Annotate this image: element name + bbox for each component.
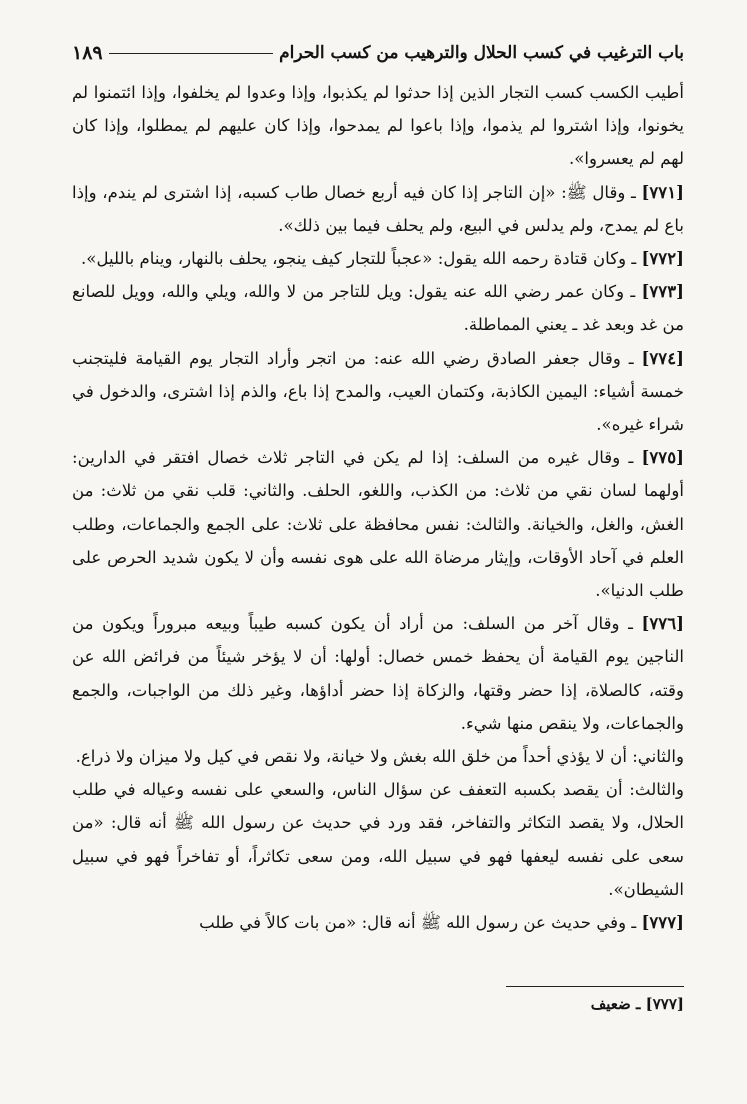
- entry-number: [٧٧٢]: [641, 248, 684, 269]
- paragraph-third-trait: والثالث: أن يقصد بكسبه التعفف عن سؤال الناس، والسعي على نفسه وعياله في طلب الحلال، ولا يقصد التكاثر والتفاخر، فقد ورد في حديث عن رسول الله ﷺ أنه قال: «من سعى على نفسه ليعفها فهو في سبيل الله، ومن سعى تكاثراً، أو تفاخراً فهو في سبيل الشيطان».: [72, 780, 684, 899]
- footnotes: [72, 986, 684, 1013]
- book-page: [72, 36, 684, 1076]
- footnote-777: [٧٧٧] ـ ضعيف: [590, 995, 684, 1013]
- paragraph-774: [٧٧٤] ـ وقال جعفر الصادق رضي الله عنه: من اتجر وأراد التجار يوم القيامة فليتجنب خمسة أشياء: اليمين الكاذبة، وكتمان العيب، والمدح إذا باع، والذم إذا اشترى، والدخول في شراء غيره».: [72, 347, 684, 435]
- running-header: [72, 36, 684, 70]
- paragraph-777: [٧٧٧] ـ وفي حديث عن رسول الله ﷺ أنه قال: «من بات كالاً في طلب: [199, 912, 684, 933]
- paragraph-second-trait: والثاني: أن لا يؤذي أحداً من خلق الله بغش ولا خيانة، ولا نقص في كيل ولا ميزان ولا ذراع.: [75, 747, 684, 767]
- paragraph-continuation: أطيب الكسب كسب التجار الذين إذا حدثوا لم يكذبوا، وإذا وعدوا لم يخلفوا، وإذا ائتمنوا لم يخونوا، وإذا اشتروا لم يذموا، وإذا باعوا لم يمدحوا، وإذا كان عليهم لم يمطلوا، وإذا كان لهم لم يعسروا».: [72, 83, 684, 169]
- entry-number: [٧٧٥]: [641, 447, 684, 468]
- main-text: [72, 76, 684, 939]
- paragraph-773: [٧٧٣] ـ وكان عمر رضي الله عنه يقول: ويل للتاجر من لا والله، ويلي والله، وويل للصانع من غد وبعد غد ـ يعني المماطلة.: [72, 281, 684, 335]
- entry-number: [٧٧٣]: [641, 281, 684, 302]
- footnote-rule: [506, 986, 684, 987]
- paragraph-776: [٧٧٦] ـ وقال آخر من السلف: من أراد أن يكون كسبه طيباً وبيعه مبروراً ويكون من الناجين يوم القيامة أن يحفظ خمس خصال: أولها: أن لا يؤخر شيئاً من فرائض الله عن وقته، كالصلاة، إذا حضر وقتها، والزكاة إذا حضر أداؤها، وغير ذلك من الواجبات، والجمع والجماعات، ولا ينقص منها شيء.: [72, 613, 684, 733]
- entry-number: [٧٧٦]: [641, 613, 684, 634]
- entry-number: [٧٧٤]: [641, 347, 684, 368]
- entry-number: [٧٧١]: [641, 181, 684, 202]
- page-number: ١٨٩: [72, 42, 103, 64]
- header-rule: [109, 53, 273, 54]
- chapter-title: باب الترغيب في كسب الحلال والترهيب من كسب الحرام: [279, 43, 684, 63]
- paragraph-775: [٧٧٥] ـ وقال غيره من السلف: إذا لم يكن في التاجر ثلاث خصال افتقر في الدارين: أولهما لسان نقي من ثلاث: من الكذب، واللغو، الحلف. والثاني: قلب نقي من ثلاث: من الغش، والغل، والخيانة. والثالث: نفس محافظة على ثلاث: على الجمع والجماعات، وطلب العلم في آحاد الأوقات، وإيثار مرضاة الله على هوى نفسه وأن لا يكون شديد الحرص على طلب الدنيا».: [72, 447, 684, 601]
- paragraph-771: [٧٧١] ـ وقال ﷺ: «إن التاجر إذا كان فيه أربع خصال طاب كسبه، إذا اشترى لم يندم، وإذا باع لم يمدح، ولم يدلس في البيع، ولم يحلف فيما بين ذلك».: [72, 181, 684, 235]
- entry-number: [٧٧٧]: [641, 912, 684, 933]
- paragraph-772: [٧٧٢] ـ وكان قتادة رحمه الله يقول: «عجباً للتجار كيف ينجو، يحلف بالنهار، وينام بالليل».: [81, 248, 684, 269]
